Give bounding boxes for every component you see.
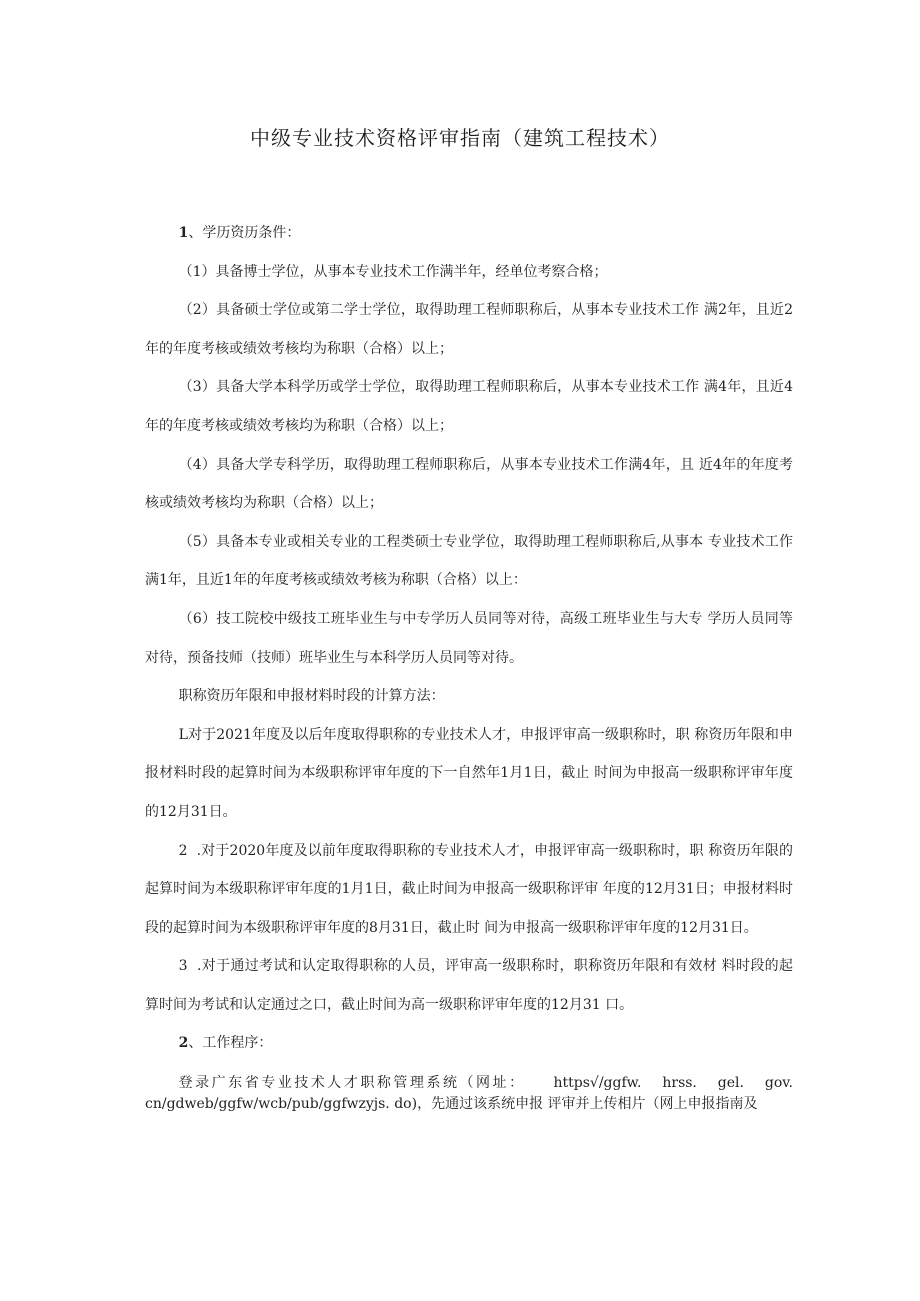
calculation-heading: 职称资历年限和申报材料时段的计算方法： — [178, 688, 445, 705]
calculation-item: 3 .对于通过考试和认定取得职称的人员，评审高一级职称时，职称资历年限和有效材 料时段的起算时间为考试和认定通过之口，截止时间为高一级职称评审年度的12月31 口。 — [145, 958, 793, 1013]
condition-item: （6）技工院校中级技工班毕业生与中专学历人员同等对待，高级工班毕业生与大专 学历人员同等对待，预备技师（技师）班毕业生与本科学历人员同等对待。 — [145, 610, 793, 666]
condition-item: （3）具备大学本科学历或学士学位，取得助理工程师职称后，从事本专业技术工作 满4年，且近4年的年度考核或绩效考核均为称职（合格）以上； — [145, 379, 793, 434]
page-title: 中级专业技术资格评审指南（建筑工程技术） — [250, 126, 670, 150]
section-heading-text: 、学历资历条件： — [188, 225, 301, 241]
calculation-item: 2 .对于2020年度及以前年度取得职称的专业技术人才，申报评审高一级职称时，职 称资历年限的起算时间为本级职称评审年度的1月1日，截止时间为申报高一级职称评审 年度的12月31日；申报材料时段的起算时间为本级职称评审年度的8月31日，截止时 间为申报高一级职称评审年度的12月31日。 — [145, 842, 793, 936]
document-body — [145, 214, 793, 1115]
section-heading-2 — [145, 1024, 793, 1063]
section-heading-text: 、工作程序： — [188, 1035, 273, 1052]
procedure-paragraph: 登录广东省专业技术人才职称管理系统（网址： https√/ggfw. hrss. gel. gov. cn/gdweb/ggfw/wcb/pub/ggfwzyjs. do)，先通过该系统申报 评审并上传相片（网上申报指南及 — [145, 1075, 793, 1113]
condition-item: （4）具备大学专科学历，取得助理工程师职称后，从事本专业技术工作满4年，且 近4年的年度考核或绩效考核均为称职（合格）以上； — [145, 456, 793, 512]
condition-item: （2）具备硕士学位或第二学士学位，取得助理工程师职称后，从事本专业技术工作 满2年，且近2年的年度考核或绩效考核均为称职（合格）以上； — [145, 302, 793, 357]
section-heading-1 — [145, 214, 793, 253]
condition-item: （5）具备本专业或相关专业的工程类硕士专业学位，取得助理工程师职称后,从事本 专业技术工作满1年，且近1年的年度考核或绩效考核为称职（合格）以上： — [145, 533, 793, 589]
section-number: 2 — [178, 1035, 189, 1052]
condition-item: （1）具备博士学位，从事本专业技术工作满半年，经单位考察合格； — [178, 263, 608, 280]
calculation-item: L对于2021年度及以后年度取得职称的专业技术人才，申报评审高一级职称时，职 称资历年限和申报材料时段的起算时间为本级职称评审年度的下一自然年1月1日，截止 时间为申报高一级职称评审年度的12月31日。 — [145, 726, 793, 820]
section-number: 1 — [178, 225, 189, 241]
